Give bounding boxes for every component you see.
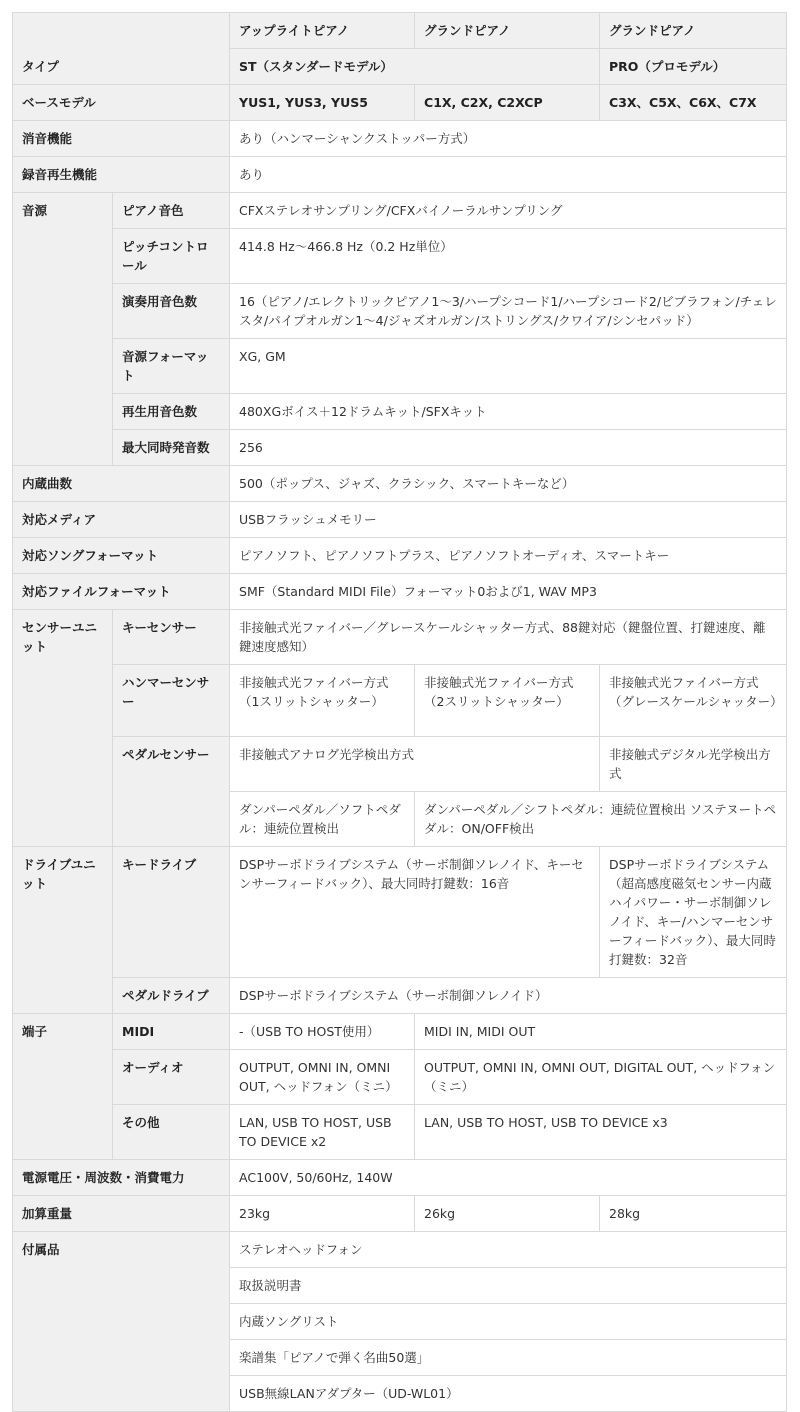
silent-label: 消音機能 [13,121,230,157]
other-terminals-label: その他 [113,1105,230,1160]
song-format-label: 対応ソングフォーマット [13,538,230,574]
midi-grand: MIDI IN, MIDI OUT [415,1014,787,1050]
base-model-pro: C3X、C5X、C6X、C7X [600,85,787,121]
st-model-label: ST（スタンダードモデル） [230,49,600,85]
key-drive-pro: DSPサーボドライブシステム（超高感度磁気センサー内蔵ハイパワー・サーボ制御ソレノイド、キー/ハンマーセンサーフィードバック）、最大同時打鍵数：32音 [600,847,787,978]
media-label: 対応メディア [13,502,230,538]
accessory-item: 楽譜集「ピアノで弾く名曲50選」 [230,1340,787,1376]
songs-label: 内蔵曲数 [13,466,230,502]
other-terminals-grand: LAN, USB TO HOST, USB TO DEVICE x3 [415,1105,787,1160]
power-value: AC100V, 50/60Hz, 140W [230,1160,787,1196]
drive-label: ドライブユニット [13,847,113,1014]
hammer-sensor-grand: 非接触式光ファイバー方式（2スリットシャッター） [415,665,600,737]
weight-pro: 28kg [600,1196,787,1232]
type-label: タイプ [13,13,230,85]
playback-label: 再生用音色数 [113,394,230,430]
tone-label: 音源 [13,193,113,466]
accessory-item: 取扱説明書 [230,1268,787,1304]
power-label: 電源電圧・周波数・消費電力 [13,1160,230,1196]
pedal-drive-value: DSPサーボドライブシステム（サーボ制御ソレノイド） [230,978,787,1014]
format-label: 音源フォーマット [113,339,230,394]
audio-grand: OUTPUT, OMNI IN, OMNI OUT, DIGITAL OUT, ヘッドフォン（ミニ） [415,1050,787,1105]
recording-label: 録音再生機能 [13,157,230,193]
spec-table [12,12,787,1412]
hammer-sensor-upright: 非接触式光ファイバー方式（1スリットシャッター） [230,665,415,737]
sensor-label: センサーユニット [13,610,113,847]
accessory-item: USB無線LANアダプター（UD-WL01） [230,1376,787,1412]
silent-value: あり（ハンマーシャンクストッパー方式） [230,121,787,157]
pro-model-label: PRO（プロモデル） [600,49,787,85]
accessories-label: 付属品 [13,1232,230,1412]
polyphony-label: 最大同時発音数 [113,430,230,466]
col-grand-pro-header: グランドピアノ [600,13,787,49]
terminals-label: 端子 [13,1014,113,1160]
key-sensor-value: 非接触式光ファイバー／グレースケールシャッター方式、88鍵対応（鍵盤位置、打鍵速度、離鍵速度感知） [230,610,787,665]
weight-label: 加算重量 [13,1196,230,1232]
weight-grand: 26kg [415,1196,600,1232]
pedal-sensor-detail-upright: ダンパーペダル／ソフトペダル：連続位置検出 [230,792,415,847]
file-format-label: 対応ファイルフォーマット [13,574,230,610]
pedal-sensor-st: 非接触式アナログ光学検出方式 [230,737,600,792]
hammer-sensor-label: ハンマーセンサー [113,665,230,737]
hammer-sensor-pro: 非接触式光ファイバー方式（グレースケールシャッター） [600,665,787,737]
voices-value: 16（ピアノ/エレクトリックピアノ1〜3/ハープシコード1/ハープシコード2/ビブラフォン/チェレスタ/パイプオルガン1〜4/ジャズオルガン/ストリングス/クワイア/シンセパッド） [230,284,787,339]
songs-value: 500（ポップス、ジャズ、クラシック、スマートキーなど） [230,466,787,502]
piano-sound-label: ピアノ音色 [113,193,230,229]
format-value: XG, GM [230,339,787,394]
voices-label: 演奏用音色数 [113,284,230,339]
key-drive-label: キードライブ [113,847,230,978]
piano-sound-value: CFXステレオサンプリング/CFXバイノーラルサンプリング [230,193,787,229]
key-drive-st: DSPサーボドライブシステム（サーボ制御ソレノイド、キーセンサーフィードバック）、最大同時打鍵数：16音 [230,847,600,978]
midi-label: MIDI [113,1014,230,1050]
col-grand-header: グランドピアノ [415,13,600,49]
col-upright-header: アップライトピアノ [230,13,415,49]
other-terminals-upright: LAN, USB TO HOST, USB TO DEVICE x2 [230,1105,415,1160]
playback-value: 480XGボイス＋12ドラムキット/SFXキット [230,394,787,430]
pedal-drive-label: ペダルドライブ [113,978,230,1014]
weight-upright: 23kg [230,1196,415,1232]
song-format-value: ピアノソフト、ピアノソフトプラス、ピアノソフトオーディオ、スマートキー [230,538,787,574]
audio-label: オーディオ [113,1050,230,1105]
media-value: USBフラッシュメモリー [230,502,787,538]
pitch-label: ピッチコントロール [113,229,230,284]
pedal-sensor-detail-grand: ダンパーペダル／シフトペダル：連続位置検出 ソステヌートペダル：ON/OFF検出 [415,792,787,847]
base-model-grand: C1X, C2X, C2XCP [415,85,600,121]
audio-upright: OUTPUT, OMNI IN, OMNI OUT, ヘッドフォン（ミニ） [230,1050,415,1105]
pitch-value: 414.8 Hz〜466.8 Hz（0.2 Hz単位） [230,229,787,284]
polyphony-value: 256 [230,430,787,466]
midi-upright: -（USB TO HOST使用） [230,1014,415,1050]
accessory-item: ステレオヘッドフォン [230,1232,787,1268]
pedal-sensor-pro: 非接触式デジタル光学検出方式 [600,737,787,792]
key-sensor-label: キーセンサー [113,610,230,665]
file-format-value: SMF（Standard MIDI File）フォーマット0および1, WAV MP3 [230,574,787,610]
pedal-sensor-label: ペダルセンサー [113,737,230,847]
base-model-upright: YUS1, YUS3, YUS5 [230,85,415,121]
base-model-label: ベースモデル [13,85,230,121]
accessory-item: 内蔵ソングリスト [230,1304,787,1340]
recording-value: あり [230,157,787,193]
